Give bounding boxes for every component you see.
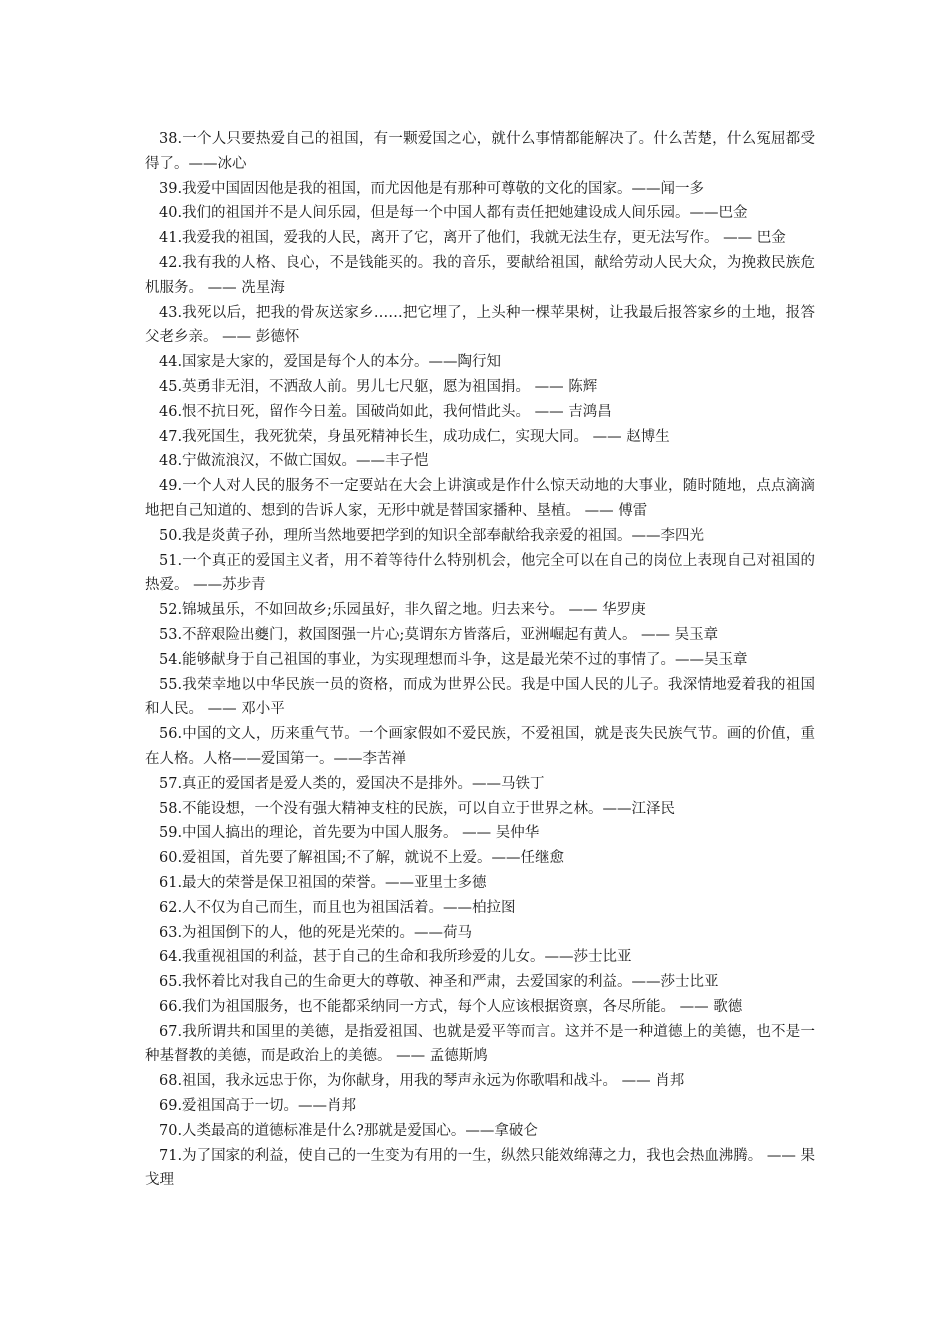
- quote-paragraph: 64.我重视祖国的利益，甚于自己的生命和我所珍爱的儿女。——莎士比亚: [159, 949, 632, 966]
- quote-paragraph: 70.人类最高的道德标准是什么?那就是爱国心。——拿破仑: [159, 1122, 538, 1139]
- quote-paragraph: 62.人不仅为自己而生，而且也为祖国活着。——柏拉图: [159, 899, 516, 916]
- quote-paragraph: 56.中国的文人，历来重气节。一个画家假如不爱民族，不爱祖国，就是丧失民族气节。画的价值，重在人格。人格——爱国第一。——李苦禅: [145, 726, 815, 767]
- quote-paragraph: 46.恨不抗日死，留作今日羞。国破尚如此，我何惜此头。 —— 吉鸿昌: [159, 403, 612, 420]
- quote-paragraph: 42.我有我的人格、良心，不是钱能买的。我的音乐，要献给祖国，献给劳动人民大众，为挽救民族危机服务。 —— 冼星海: [145, 254, 815, 296]
- quote-paragraph: 57.真正的爱国者是爱人类的，爱国决不是排外。——马铁丁: [159, 775, 545, 792]
- quote-paragraph: 45.英勇非无泪，不洒敌人前。男儿七尺躯，愿为祖国捐。 —— 陈辉: [159, 378, 598, 395]
- quote-paragraph: 39.我爱中国固因他是我的祖国，而尤因他是有那种可尊敬的文化的国家。——闻一多: [159, 180, 705, 197]
- quote-paragraph: 69.爱祖国高于一切。——肖邦: [159, 1098, 357, 1115]
- quote-paragraph: 50.我是炎黄子孙，理所当然地要把学到的知识全部奉献给我亲爱的祖国。——李四光: [159, 527, 705, 544]
- document-page: [145, 127, 815, 1193]
- quote-paragraph: 48.宁做流浪汉，不做亡国奴。——丰子恺: [159, 453, 429, 470]
- quote-paragraph: 65.我怀着比对我自己的生命更大的尊敬、神圣和严肃，去爱国家的利益。——莎士比亚: [159, 974, 719, 991]
- quote-paragraph: 41.我爱我的祖国，爱我的人民，离开了它，离开了他们，我就无法生存，更无法写作。 —— 巴金: [159, 230, 786, 247]
- quote-paragraph: 49.一个人对人民的服务不一定要站在大会上讲演或是作什么惊天动地的大事业，随时随地，点点滴滴地把自己知道的、想到的告诉人家，无形中就是替国家播种、垦植。 —— 傅雷: [145, 478, 815, 519]
- quote-paragraph: 61.最大的荣誉是保卫祖国的荣誉。——亚里士多德: [159, 874, 487, 891]
- quote-paragraph: 44.国家是大家的，爱国是每个人的本分。——陶行知: [159, 354, 502, 371]
- quote-paragraph: 54.能够献身于自己祖国的事业，为实现理想而斗争，这是最光荣不过的事情了。——吴玉章: [159, 651, 748, 668]
- quote-paragraph: 52.锦城虽乐，不如回故乡;乐园虽好，非久留之地。归去来兮。 —— 华罗庚: [159, 602, 646, 619]
- quote-paragraph: 67.我所谓共和国里的美德，是指爱祖国、也就是爱平等而言。这并不是一种道德上的美德，也不是一种基督教的美德，而是政治上的美德。 —— 孟德斯鸠: [145, 1023, 815, 1065]
- quote-paragraph: 59.中国人搞出的理论，首先要为中国人服务。 —— 吴仲华: [159, 825, 540, 842]
- quote-paragraph: 40.我们的祖国并不是人间乐园，但是每一个中国人都有责任把她建设成人间乐园。——巴金: [159, 205, 748, 222]
- quote-paragraph: 55.我荣幸地以中华民族一员的资格，而成为世界公民。我是中国人民的儿子。我深情地爱着我的祖国和人民。 —— 邓小平: [145, 676, 815, 718]
- quote-paragraph: 58.不能设想，一个没有强大精神支柱的民族，可以自立于世界之林。——江泽民: [159, 800, 676, 817]
- quote-paragraph: 53.不辞艰险出夔门，救国图强一片心;莫谓东方皆落后，亚洲崛起有黄人。 —— 吴玉章: [159, 626, 719, 643]
- quote-paragraph: 60.爱祖国，首先要了解祖国;不了解，就说不上爱。——任继愈: [159, 850, 564, 867]
- quote-paragraph: 68.祖国，我永远忠于你，为你献身，用我的琴声永远为你歌唱和战斗。 —— 肖邦: [159, 1073, 685, 1090]
- quote-paragraph: 66.我们为祖国服务，也不能都采纳同一方式，每个人应该根据资禀，各尽所能。 —— 歌德: [159, 998, 743, 1015]
- quote-paragraph: 47.我死国生，我死犹荣，身虽死精神长生，成功成仁，实现大同。 —— 赵博生: [159, 428, 670, 445]
- quote-paragraph: 71.为了国家的利益，使自己的一生变为有用的一生，纵然只能效绵薄之力，我也会热血沸腾。 —— 果戈理: [145, 1147, 815, 1189]
- quote-paragraph: 63.为祖国倒下的人，他的死是光荣的。——荷马: [159, 924, 473, 941]
- quote-paragraph: 43.我死以后，把我的骨灰送家乡……把它埋了，上头种一棵苹果树，让我最后报答家乡的土地，报答父老乡亲。 —— 彭德怀: [145, 304, 815, 346]
- quote-paragraph: 51.一个真正的爱国主义者，用不着等待什么特别机会，他完全可以在自己的岗位上表现自己对祖国的热爱。 ——苏步青: [145, 552, 815, 594]
- quote-paragraph: 38.一个人只要热爱自己的祖国，有一颗爱国之心，就什么事情都能解决了。什么苦楚，什么冤屈都受得了。——冰心: [145, 131, 815, 172]
